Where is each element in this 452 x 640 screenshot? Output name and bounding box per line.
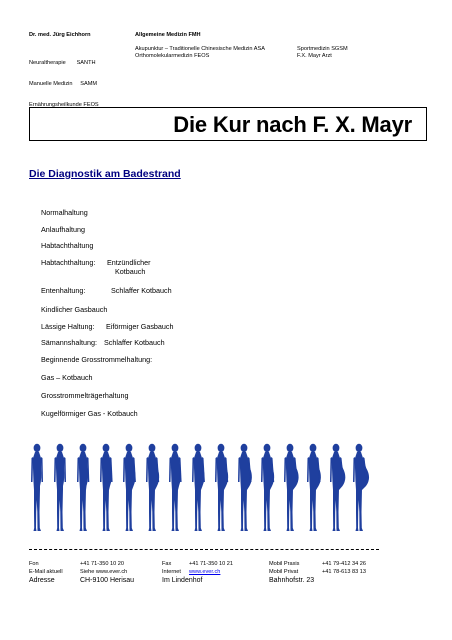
list-item: Kugelförmiger Gas - Kotbauch <box>41 409 138 418</box>
footer-label: Mobil Praxis <box>269 561 300 567</box>
list-item: Lässige Haltung: <box>41 322 95 331</box>
figure-group <box>31 444 369 531</box>
footer-label: Internet <box>162 569 181 575</box>
posture-figures-illustration <box>27 442 379 534</box>
list-item: Gas – Kotbauch <box>41 373 93 382</box>
list-item: Kindlicher Gasbauch <box>41 305 108 314</box>
list-item: Sämannshaltung: <box>41 338 97 347</box>
list-item: Grosstrommelträgerhaltung <box>41 391 129 400</box>
figure-silhouette <box>192 444 205 531</box>
footer-label: Adresse <box>29 577 55 584</box>
figure-silhouette <box>330 444 345 531</box>
figure-silhouette <box>77 444 89 531</box>
list-item-detail: Schlaffer Kotbauch <box>104 338 165 347</box>
list-item: Normalhaltung <box>41 208 88 217</box>
figure-silhouette <box>146 444 159 531</box>
list-item-detail: Kotbauch <box>115 267 146 276</box>
header-left-line: Neuraltherapie SANTH <box>29 60 96 66</box>
footer-label: Mobil Privat <box>269 569 299 575</box>
footer-label: Fon <box>29 561 39 567</box>
header-specialty: Allgemeine Medizin FMH <box>135 32 201 38</box>
footer-value: CH-9100 Herisau <box>80 577 135 584</box>
header-mid-block <box>135 46 265 60</box>
figure-silhouette <box>54 444 66 531</box>
footer-value: +41 78-613 83 13 <box>322 569 367 575</box>
list-item: Habtachthaltung <box>41 241 94 250</box>
figure-silhouette <box>169 444 182 531</box>
header-name: Dr. med. Jürg Eichhorn <box>29 32 91 38</box>
title-box <box>29 107 427 141</box>
footer-value: +41 71-350 10 21 <box>189 561 234 567</box>
header-right-block <box>297 46 348 60</box>
list-item: Anlaufhaltung <box>41 225 85 234</box>
footer-label: Fax <box>162 561 172 567</box>
footer-label: E-Mail aktuell <box>29 569 63 575</box>
list-item: Habtachthaltung: <box>41 258 96 267</box>
list-item-detail: Eiförmiger Gasbauch <box>106 322 174 331</box>
footer-value: Im Lindenhof <box>162 577 203 584</box>
figure-silhouette <box>100 444 113 531</box>
header-right-line: Sportmedizin SGSM <box>297 46 348 52</box>
header-left-line: Manuelle Medizin SAMM <box>29 81 98 87</box>
footer-value: +41 79-412 34 26 <box>322 561 367 567</box>
figure-silhouette <box>261 444 274 531</box>
figure-silhouette <box>307 444 321 531</box>
list-item: Entenhaltung: <box>41 286 86 295</box>
header-left-line: Ernährungsheilkunde FEOS <box>29 102 99 108</box>
section-heading: Die Diagnostik am Badestrand <box>29 168 181 180</box>
footer-value: Siehe www.ever.ch <box>80 569 128 575</box>
list-item-detail: Schlaffer Kotbauch <box>111 286 172 295</box>
list-item: Beginnende Grosstrommelhaltung: <box>41 355 153 364</box>
figure-silhouette <box>353 444 369 531</box>
header-right-line: F.X. Mayr Arzt <box>297 53 332 59</box>
figure-silhouette <box>284 444 299 531</box>
website-link[interactable]: www.ever.ch <box>189 569 221 575</box>
header-left-block <box>29 46 99 116</box>
footer-value: Bahnhofstr. 23 <box>269 577 315 584</box>
figure-silhouette <box>215 444 228 531</box>
figure-silhouette <box>238 444 252 531</box>
footer-value: +41 71-350 10 20 <box>80 561 125 567</box>
figure-silhouette <box>123 444 136 531</box>
list-item-detail: Entzündlicher <box>107 258 151 267</box>
header-mid-line: Orthomolekularmedizin FEOS <box>135 53 210 59</box>
header-mid-line: Akupunktur – Traditionelle Chinesische Medizin ASA <box>135 46 265 52</box>
page-title: Die Kur nach F. X. Mayr <box>173 112 412 137</box>
figure-silhouette <box>31 444 43 531</box>
footer-divider <box>29 549 379 551</box>
